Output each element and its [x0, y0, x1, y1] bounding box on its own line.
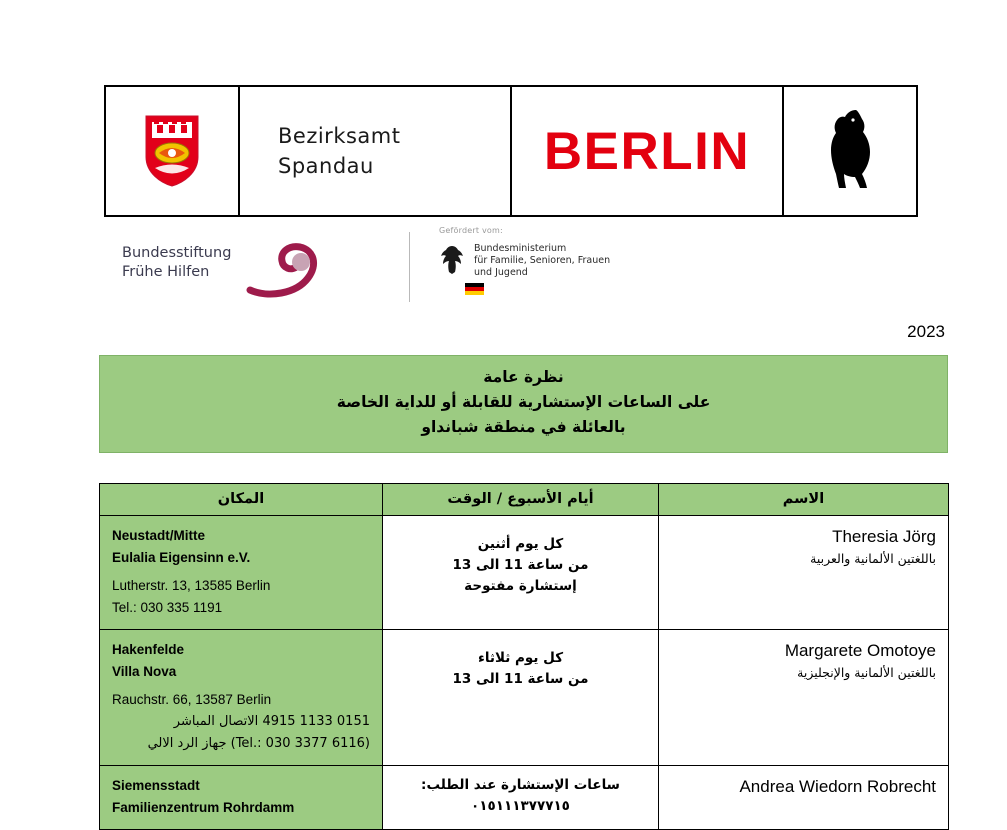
cell-place	[100, 516, 383, 630]
foundation-swirl-icon	[244, 238, 324, 305]
spandau-crest-cell	[104, 85, 240, 217]
place-phone: Tel.: 030 335 1191	[112, 600, 223, 615]
bmfsfj-logo	[439, 226, 610, 295]
berlin-wordmark: BERLIN	[543, 121, 751, 181]
place-name: Siemensstadt	[112, 778, 200, 793]
ministry-line-1: Bundesministerium	[474, 243, 567, 254]
time-line: إستشارة مفتوحة	[464, 578, 577, 594]
table-row	[100, 516, 949, 630]
funder-divider	[409, 232, 410, 302]
place-organisation: Eulalia Eigensinn e.V.	[112, 550, 251, 565]
berlin-wordmark-cell	[512, 85, 784, 217]
cell-name	[659, 766, 949, 830]
place-name: Neustadt/Mitte	[112, 528, 206, 543]
cell-place	[100, 766, 383, 830]
title-line-1: نظرة عامة	[483, 368, 564, 386]
column-header-name: الاسم	[659, 484, 949, 516]
district-line-2: Spandau	[278, 154, 374, 178]
time-line: كل يوم ثلاثاء	[477, 650, 564, 666]
cell-time	[383, 766, 659, 830]
place-organisation: Familienzentrum Rohrdamm	[112, 800, 295, 815]
federal-eagle-icon	[439, 243, 465, 282]
spandau-coat-of-arms-icon	[143, 113, 201, 189]
person-languages: باللغتين الألمانية والإنجليزية	[797, 665, 936, 680]
table-row	[100, 766, 949, 830]
person-name: Theresia Jörg	[832, 527, 936, 546]
cell-name	[659, 516, 949, 630]
cell-name	[659, 630, 949, 766]
place-direct-contact: 0151 1133 4915 الاتصال المباشر	[173, 714, 370, 729]
place-address: Lutherstr. 13, 13585 Berlin	[112, 578, 271, 593]
foundation-line-1: Bundesstiftung	[122, 245, 232, 261]
time-line: ساعات الإستشارة عند الطلب:	[421, 777, 620, 793]
berlin-bear-cell	[784, 85, 918, 217]
title-line-3: بالعائلة في منطقة شبانداو	[421, 418, 626, 436]
place-organisation: Villa Nova	[112, 664, 177, 679]
cell-time	[383, 630, 659, 766]
time-phone: ٠١٥١١١٣٧٧٧١٥	[471, 798, 570, 814]
district-name-cell	[240, 85, 512, 217]
funder-logos	[104, 226, 724, 306]
header-logo-band	[104, 85, 918, 217]
cell-place	[100, 630, 383, 766]
place-address: Rauchstr. 66, 13587 Berlin	[112, 692, 272, 707]
column-header-place: المكان	[100, 484, 383, 516]
foundation-line-2: Frühe Hilfen	[122, 264, 210, 280]
time-line: من ساعة 11 الى 13	[452, 557, 589, 573]
person-languages: باللغتين الألمانية والعربية	[810, 551, 936, 566]
document-title-block	[99, 355, 948, 453]
table-header-row	[100, 484, 949, 516]
midwife-consultation-table	[99, 483, 949, 830]
ministry-line-2: für Familie, Senioren, Frauen	[474, 255, 611, 266]
ministry-line-3: und Jugend	[474, 267, 528, 278]
time-line: كل يوم أثنين	[477, 536, 564, 552]
place-name: Hakenfelde	[112, 642, 185, 657]
time-line: من ساعة 11 الى 13	[452, 671, 589, 687]
bundesstiftung-logo	[122, 244, 322, 282]
table-row	[100, 630, 949, 766]
column-header-time: أيام الأسبوع / الوقت	[383, 484, 659, 516]
german-flag-icon	[465, 283, 484, 295]
place-answering-machine: (Tel.: 030 3377 6116) جهاز الرد الالي	[147, 736, 370, 751]
district-line-1: Bezirksamt	[278, 124, 401, 148]
person-name: Margarete Omotoye	[784, 641, 936, 660]
document-year: 2023	[907, 322, 945, 341]
cell-time	[383, 516, 659, 630]
title-line-2: على الساعات الإستشارية للقابلة أو للداية الخاصة	[336, 393, 711, 411]
funded-by-label: Gefördert vom:	[439, 226, 503, 235]
berlin-bear-icon	[820, 106, 880, 197]
person-name: Andrea Wiedorn Robrecht	[739, 777, 936, 796]
